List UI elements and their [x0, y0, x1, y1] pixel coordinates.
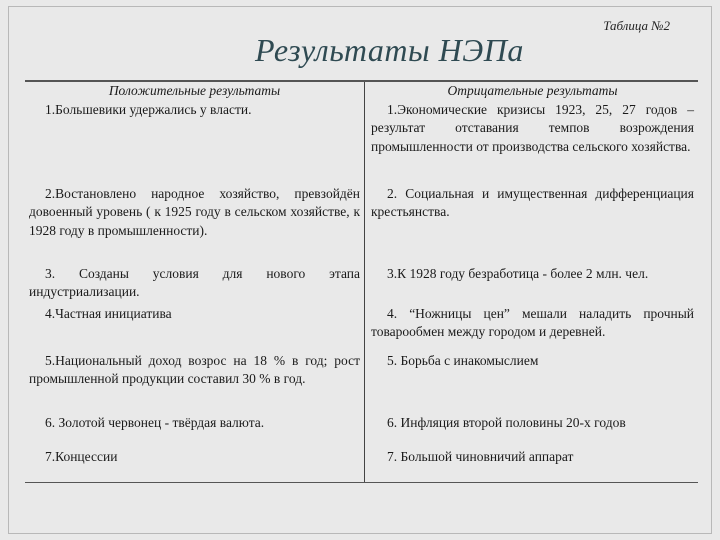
negative-cell: 4. “Ножницы цен” мешали наладить прочный товарообмен между городом и деревней. [371, 305, 694, 339]
table-row [25, 352, 698, 414]
page-title: Результаты НЭПа [255, 32, 524, 68]
positive-cell: 7.Концессии [25, 448, 365, 482]
header-negative: Отрицательные результаты [447, 83, 618, 98]
negative-cell: 2. Социальная и имущественная дифференциация крестьянства. [371, 185, 694, 219]
table-row [25, 101, 698, 185]
frame-bottom-line [8, 533, 712, 534]
frame-right-line [711, 6, 712, 534]
negative-cell: 1.Экономические кризисы 1923, 25, 27 годов – результат отставания темпов возрождения промышленности от производства сельского хозяйства. [371, 101, 694, 154]
positive-cell: 5.Национальный доход возрос на 18 % в год; рост промышленной продукции составил 30 % в год. [25, 352, 365, 414]
table-row [25, 414, 698, 448]
positive-cell: 6. Золотой червонец - твёрдая валюта. [25, 414, 365, 448]
negative-cell: 3.К 1928 году безработица - более 2 млн. чел. [387, 265, 649, 281]
table-caption: Таблица №2 [603, 18, 670, 33]
table-row [25, 305, 698, 352]
positive-cell: 4.Частная инициатива [25, 305, 365, 352]
table-header-row [25, 82, 698, 101]
table-row [25, 448, 698, 483]
frame-left-line [8, 6, 9, 534]
frame-top-line [8, 6, 712, 7]
table-row [25, 265, 698, 305]
positive-cell: 1.Большевики удержались у власти. [25, 101, 365, 185]
positive-cell: 3. Созданы условия для нового этапа индустриализации. [25, 265, 365, 305]
table-row [25, 185, 698, 265]
results-table [25, 80, 698, 483]
negative-cell: 5. Борьба с инакомыслием [387, 352, 539, 368]
header-positive: Положительные результаты [25, 82, 365, 101]
negative-cell: 6. Инфляция второй половины 20-х годов [387, 414, 626, 430]
negative-cell: 7. Большой чиновничий аппарат [387, 448, 574, 464]
positive-cell: 2.Востановлено народное хозяйство, превзойдён довоенный уровень ( к 1925 году в сельском хозяйстве, к 1928 году в промышленности). [25, 185, 365, 265]
